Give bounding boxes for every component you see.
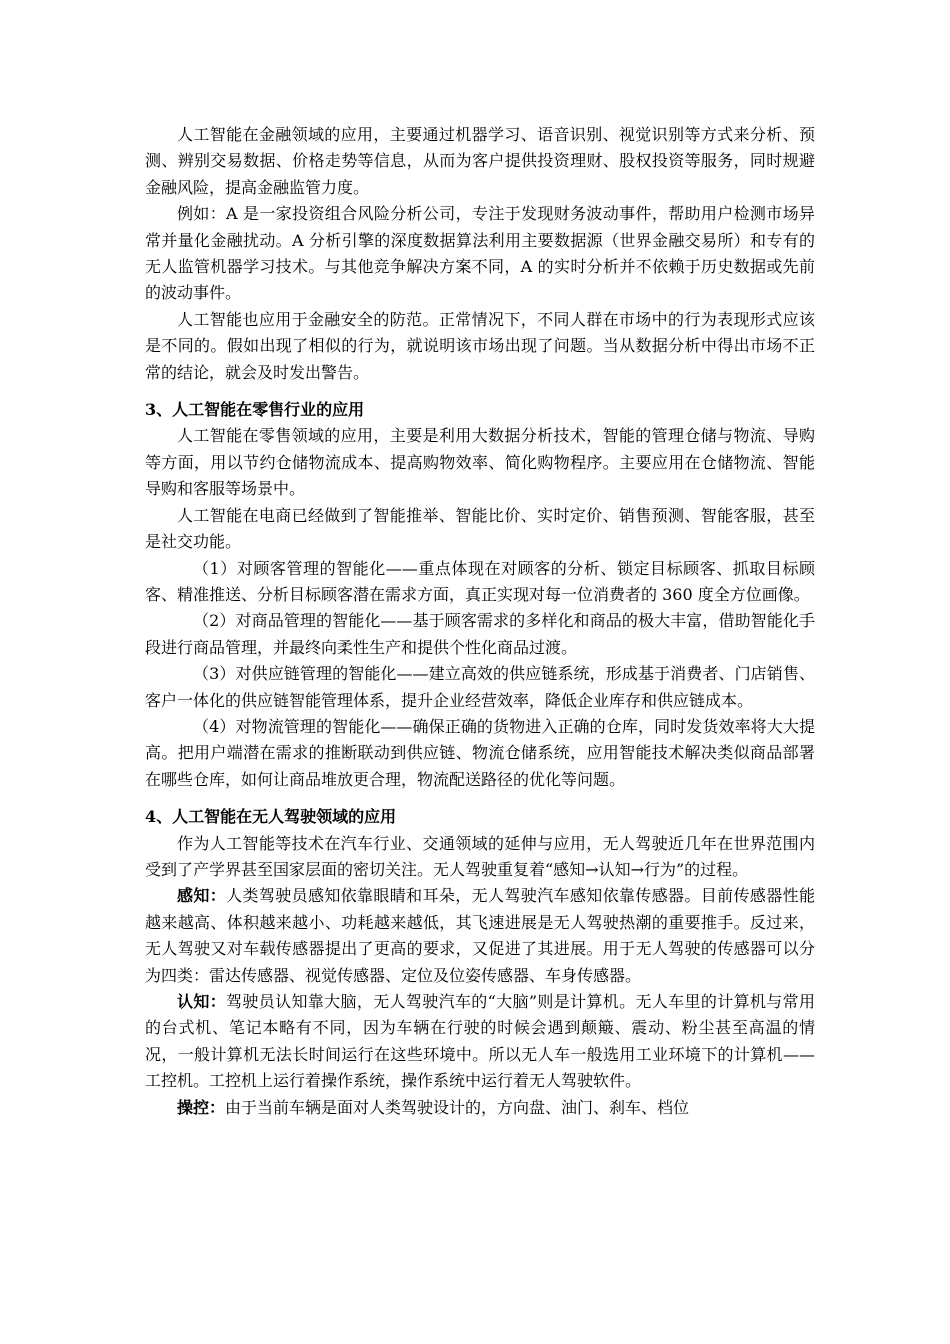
- cognition-paragraph: [145, 989, 815, 1095]
- control-paragraph: [145, 1095, 815, 1121]
- control-text: 由于当前车辆是面对人类驾驶设计的，方向盘、油门、刹车、档位: [225, 1097, 690, 1117]
- cognition-lead: 认知：: [177, 992, 227, 1011]
- cognition-text: 驾驶员认知靠大脑，无人驾驶汽车的“大脑”则是计算机。无人车里的计算机与常用的台式机、笔记本略有不同，因为车辆在行驶的时候会遇到颠簸、震动、粉尘甚至高温的情况，一般计算机无法长时间运行在这些环境中。所以无人车一般选用工业环境下的计算机——工控机。工控机上运行着操作系统，操作系统中运行着无人驾驶软件。: [145, 992, 815, 1091]
- perception-text: 人类驾驶员感知依靠眼睛和耳朵，无人驾驶汽车感知依靠传感器。目前传感器性能越来越高、体积越来越小、功耗越来越低，其飞速进展是无人驾驶热潮的重要推手。反过来，无人驾驶又对车载传感器提出了更高的要求，又促进了其进展。用于无人驾驶的传感器可以分为四类：雷达传感器、视觉传感器、定位及位姿传感器、车身传感器。: [145, 886, 815, 985]
- document-body: [145, 122, 815, 1121]
- retail-item-logistics: （4）对物流管理的智能化——确保正确的货物进入正确的仓库，同时发货效率将大大提高。把用户端潜在需求的推断联动到供应链、物流仓储系统，应用智能技术解决类似商品部署在哪些仓库，如何让商品堆放更合理，物流配送路径的优化等问题。: [145, 716, 815, 789]
- retail-item-customer: （1）对顾客管理的智能化——重点体现在对顾客的分析、锁定目标顾客、抓取目标顾客、精准推送、分析目标顾客潜在需求方面，真正实现对每一位消费者的 360 度全方位画像。: [145, 558, 815, 604]
- perception-lead: 感知：: [177, 886, 227, 906]
- perception-paragraph: [145, 883, 815, 989]
- retail-item-supply-chain: （3）对供应链管理的智能化——建立高效的供应链系统，形成基于消费者、门店销售、客户一体化的供应链智能管理体系，提升企业经营效率，降低企业库存和供应链成本。: [145, 664, 815, 710]
- retail-item-product: （2）对商品管理的智能化——基于顾客需求的多样化和商品的极大丰富，借助智能化手段进行商品管理，并最终向柔性生产和提供个性化商品过渡。: [145, 611, 815, 657]
- section-heading-retail: 3、人工智能在零售行业的应用: [145, 400, 365, 420]
- section-heading-autonomous: 4、人工智能在无人驾驶领域的应用: [145, 807, 397, 827]
- autonomous-intro: 作为人工智能等技术在汽车行业、交通领域的延伸与应用，无人驾驶近几年在世界范围内受到了产学界甚至国家层面的密切关注。无人驾驶重复着“感知→认知→行为”的过程。: [145, 833, 815, 879]
- retail-paragraph-1: 人工智能在零售领域的应用，主要是利用大数据分析技术，智能的管理仓储与物流、导购等方面，用以节约仓储物流成本、提高购物效率、简化购物程序。主要应用在仓储物流、智能导购和客服等场景中。: [145, 426, 815, 499]
- control-lead: 操控：: [177, 1097, 226, 1117]
- retail-paragraph-2: 人工智能在电商已经做到了智能推举、智能比价、实时定价、销售预测、智能客服，甚至是社交功能。: [145, 505, 815, 552]
- finance-paragraph-1: 人工智能在金融领域的应用，主要通过机器学习、语音识别、视觉识别等方式来分析、预测、辨别交易数据、价格走势等信息，从而为客户提供投资理财、股权投资等服务，同时规避金融风险，提高金融监管力度。: [145, 125, 815, 197]
- finance-paragraph-3: 人工智能也应用于金融安全的防范。正常情况下，不同人群在市场中的行为表现形式应该是不同的。假如出现了相似的行为，就说明该市场出现了问题。当从数据分析中得出市场不正常的结论，就会及时发出警告。: [145, 309, 815, 382]
- finance-paragraph-2: 例如：A 是一家投资组合风险分析公司，专注于发现财务波动事件，帮助用户检测市场异常并量化金融扰动。A 分析引擎的深度数据算法利用主要数据源（世界金融交易所）和专有的无人监管机器学习技术。与其他竞争解决方案不同，A 的实时分析并不依赖于历史数据或先前的波动事件。: [145, 204, 815, 303]
